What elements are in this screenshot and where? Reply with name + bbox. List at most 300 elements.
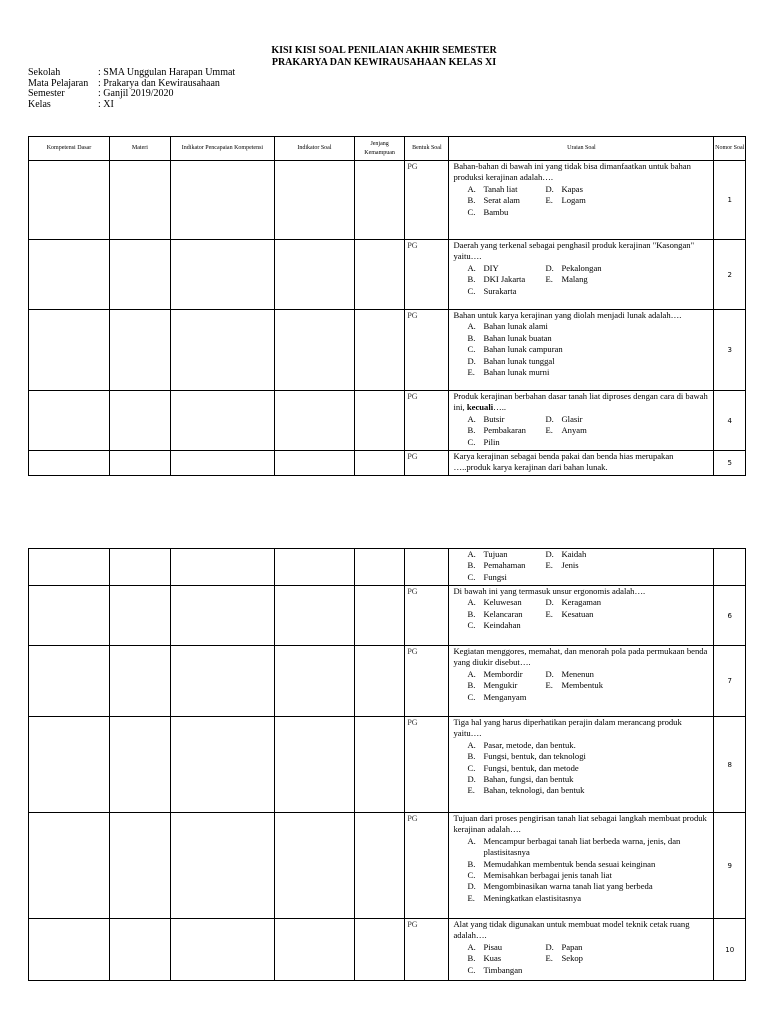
header-kompetensi-dasar: Kompetensi Dasar [29,137,110,161]
header-bentuk-soal: Bentuk Soal [405,137,449,161]
indikator-pencapaian-cell [170,451,274,476]
option-text: Surakarta [483,285,517,296]
kompetensi-dasar-cell [29,451,110,476]
option-letter: C. [467,870,476,881]
answer-option [467,774,710,785]
option-letter: B. [467,680,476,691]
nomor-soal-cell: 9 [714,813,746,919]
kompetensi-dasar-cell [29,646,110,717]
answer-option [467,274,545,285]
question-stem [453,919,710,942]
answer-option [467,286,545,297]
table-row [29,717,746,813]
option-text: Logam [561,195,586,206]
materi-cell [109,240,170,310]
kompetensi-dasar-cell [29,813,110,919]
answer-option [545,549,710,560]
kompetensi-dasar-cell [29,586,110,646]
question-stem-text: Bahan-bahan di bawah ini yang tidak bisa dimanfaatkan untuk bahan produksi kerajinan adalah…. [453,161,691,183]
header-uraian-soal: Uraian Soal [449,137,714,161]
option-text: Kapas [561,183,583,194]
option-text: Menganyam [483,691,527,702]
answer-options [453,263,710,297]
indikator-pencapaian-cell [170,919,274,981]
option-text: Tujuan [483,549,508,559]
materi-cell [109,717,170,813]
table-row [29,813,746,919]
option-text: Mencampur berbagai tanah liat berbeda warna, jenis, dan plastisitasnya [483,835,681,858]
indikator-soal-cell [274,919,354,981]
question-stem [453,391,710,414]
option-text: Pasar, metode, dan bentuk. [483,739,576,750]
indikator-pencapaian-cell [170,813,274,919]
table-row [29,451,746,476]
option-letter: D. [545,549,554,559]
uraian-soal-cell [449,813,714,919]
question-stem-text: Di bawah ini yang termasuk unsur ergonomis adalah…. [453,586,646,596]
kompetensi-dasar-cell [29,549,110,586]
option-letter: B. [467,953,476,964]
option-text: Pisau [483,941,503,952]
kompetensi-dasar-cell [29,717,110,813]
answer-option [467,740,710,751]
bentuk-soal-cell [405,549,449,586]
answer-option [467,184,545,195]
option-letter: E. [545,195,553,206]
option-letter: E. [545,274,553,285]
nomor-soal-cell: 2 [714,240,746,310]
answer-options [453,184,710,218]
option-letter: A. [467,668,476,679]
option-text: Fungsi [483,571,507,582]
option-letter: B. [467,274,476,285]
option-text: Membordir [483,668,523,679]
question-stem-text: Tiga hal yang harus diperhatikan perajin dalam merancang produk yaitu…. [453,717,682,739]
option-text: Bahan lunak tunggal [483,355,555,366]
meta-kelas: Kelas : XI [28,98,114,110]
answer-option [545,942,710,953]
answer-option [467,859,710,870]
option-letter: E. [545,608,553,619]
option-letter: B. [467,751,476,762]
answer-option [545,263,710,274]
option-letter: A. [467,183,476,194]
option-letter: B. [467,425,476,436]
bentuk-soal-cell: PG [405,586,449,646]
option-letter: C. [467,620,476,631]
option-text: DIY [483,262,499,273]
answer-option [467,620,545,631]
answer-option [467,356,710,367]
answer-options [453,836,710,904]
jenjang-cell [354,161,404,240]
uraian-soal-cell [449,451,714,476]
question-stem [453,717,710,740]
option-text: Bahan, teknologi, dan bentuk [483,785,585,796]
option-text: Kuas [483,953,502,964]
indikator-soal-cell [274,646,354,717]
answer-option [467,437,545,448]
bentuk-soal-cell: PG [405,717,449,813]
answer-option [467,609,545,620]
option-letter: E. [545,425,553,436]
answer-option [467,836,710,859]
option-text: Bahan, fungsi, dan bentuk [483,774,574,785]
option-letter: E. [545,560,553,571]
jenjang-cell [354,919,404,981]
materi-cell [109,451,170,476]
option-text: Jenis [561,560,579,571]
answer-option [545,669,710,680]
header-indikator-pencapaian: Indikator Pencapaian Kompetensi [170,137,274,161]
answer-option [467,333,710,344]
option-letter: B. [467,560,476,571]
uraian-soal-cell [449,919,714,981]
answer-option [545,680,710,691]
option-letter: B. [467,332,476,343]
question-stem-text: Produk kerajinan berbahan dasar tanah liat diproses dengan cara di bawah ini, [453,391,708,413]
answer-option [467,195,545,206]
bentuk-soal-cell: PG [405,240,449,310]
materi-cell [109,646,170,717]
bentuk-soal-cell: PG [405,451,449,476]
nomor-soal-cell: 5 [714,451,746,476]
option-text: Bambu [483,206,509,217]
kompetensi-dasar-cell [29,391,110,451]
table-row [29,310,746,391]
option-letter: B. [467,195,476,206]
option-text: Keluwesan [483,597,522,608]
answer-options [453,321,710,378]
option-letter: C. [467,964,476,975]
option-letter: A. [467,597,476,608]
answer-option [545,609,710,620]
option-text: Pekalongan [561,262,602,273]
jenjang-cell [354,391,404,451]
kompetensi-dasar-cell [29,310,110,391]
jenjang-cell [354,646,404,717]
jenjang-cell [354,586,404,646]
indikator-pencapaian-cell [170,161,274,240]
bentuk-soal-cell: PG [405,310,449,391]
materi-cell [109,391,170,451]
option-text: Mengukir [483,680,518,691]
uraian-soal-cell [449,586,714,646]
option-letter: C. [467,285,476,296]
uraian-soal-cell [449,646,714,717]
indikator-pencapaian-cell [170,549,274,586]
question-stem [453,161,710,184]
header-nomor-soal: Nomor Soal [714,137,746,161]
header-indikator-soal: Indikator Soal [274,137,354,161]
option-letter: E. [467,892,475,903]
materi-cell [109,813,170,919]
nomor-soal-cell: 4 [714,391,746,451]
answer-option [467,763,710,774]
meta-semester: Semester : Ganjil 2019/2020 [28,88,174,99]
jenjang-cell [354,717,404,813]
nomor-soal-cell: 7 [714,646,746,717]
option-letter: D. [545,183,554,194]
option-letter: B. [467,858,476,869]
bentuk-soal-cell: PG [405,646,449,717]
option-letter: A. [467,941,476,952]
indikator-soal-cell [274,451,354,476]
table-row [29,919,746,981]
answer-option [467,321,710,332]
indikator-soal-cell [274,161,354,240]
materi-cell [109,586,170,646]
option-text: Kelancaran [483,608,523,619]
option-letter: C. [467,571,476,582]
option-letter: E. [467,367,475,378]
option-text: Serat alam [483,195,520,206]
kisi-table-page-2 [28,548,746,981]
materi-cell [109,310,170,391]
option-text: Bahan lunak buatan [483,332,552,343]
option-text: Anyam [561,425,587,436]
indikator-soal-cell [274,717,354,813]
answer-options [453,597,710,631]
option-text: Memudahkan membentuk benda sesuai keinginan [483,858,656,869]
option-text: Keragaman [561,597,602,608]
option-text: Pilin [483,436,500,447]
uraian-soal-cell [449,161,714,240]
answer-option [545,414,710,425]
question-stem [453,310,710,321]
answer-option [467,597,545,608]
materi-cell [109,919,170,981]
uraian-soal-cell [449,717,714,813]
indikator-pencapaian-cell [170,391,274,451]
answer-option [467,414,545,425]
nomor-soal-cell: 10 [714,919,746,981]
option-text: Butsir [483,413,505,424]
bentuk-soal-cell: PG [405,813,449,919]
title-line-1: KISI KISI SOAL PENILAIAN AKHIR SEMESTER [271,45,497,56]
answer-options [453,549,710,583]
answer-option [467,953,545,964]
indikator-pencapaian-cell [170,646,274,717]
nomor-soal-cell: 3 [714,310,746,391]
bentuk-soal-cell: PG [405,161,449,240]
option-letter: D. [545,262,554,273]
option-letter: D. [545,668,554,679]
question-stem-text: Alat yang tidak digunakan untuk membuat model teknik cetak ruang adalah…. [453,919,690,941]
option-text: Papan [561,941,583,952]
option-letter: E. [545,680,553,691]
table-row [29,549,746,586]
answer-option [545,195,710,206]
answer-option [467,785,710,796]
option-letter: C. [467,436,476,447]
answer-option [467,669,545,680]
indikator-soal-cell [274,310,354,391]
question-stem [453,813,710,836]
title-line-2: PRAKARYA DAN KEWIRAUSAHAAN KELAS XI [271,57,497,68]
option-letter: E. [545,953,553,964]
table-row [29,240,746,310]
kompetensi-dasar-cell [29,240,110,310]
answer-option [467,572,545,583]
option-letter: C. [467,206,476,217]
option-letter: D. [545,597,554,608]
answer-option [467,881,710,892]
option-text: Bahan lunak murni [483,367,550,378]
option-letter: A. [467,262,476,273]
answer-options [453,942,710,976]
nomor-soal-cell: 1 [714,161,746,240]
meta-mapel: Mata Pelajaran : Prakarya dan Kewirausahaan [28,77,220,89]
option-text: Fungsi, bentuk, dan teknologi [483,751,586,762]
question-stem [453,646,710,669]
answer-options [453,414,710,448]
jenjang-cell [354,451,404,476]
option-text: Bahan lunak alami [483,321,548,332]
jenjang-cell [354,240,404,310]
option-text: Kesatuan [561,608,594,619]
option-text: Kaidah [561,549,587,559]
answer-option [467,367,710,378]
option-letter: A. [467,739,476,750]
uraian-soal-cell [449,240,714,310]
answer-option [545,425,710,436]
answer-option [467,893,710,904]
kompetensi-dasar-cell [29,161,110,240]
option-letter: E. [467,785,475,796]
nomor-soal-cell [714,549,746,586]
option-text: Membentuk [561,680,603,691]
bentuk-soal-cell: PG [405,919,449,981]
jenjang-cell [354,310,404,391]
answer-option [467,549,545,560]
option-letter: D. [467,881,476,892]
option-letter: C. [467,762,476,773]
bentuk-soal-cell: PG [405,391,449,451]
option-text: Malang [561,274,588,285]
question-stem-text: Daerah yang terkenal sebagai penghasil produk kerajinan "Kasongan" yaitu…. [453,240,695,262]
question-stem-text: Tujuan dari proses pengirisan tanah liat sebagai langkah membuat produk kerajinan adalah…. [453,813,707,835]
answer-option [545,953,710,964]
question-stem-emphasis: kecuali [466,402,494,413]
answer-option [545,274,710,285]
answer-options [453,740,710,797]
answer-option [467,560,545,571]
option-text: Pembakaran [483,425,526,436]
option-letter: A. [467,835,476,846]
jenjang-cell [354,813,404,919]
option-text: Pemahaman [483,560,526,571]
uraian-soal-cell [449,310,714,391]
question-stem-text: Karya kerajinan sebagai benda pakai dan benda hias merupakan …..produk karya kerajinan dari bahan lunak. [453,451,674,473]
question-stem-text: Bahan untuk karya kerajinan yang diolah menjadi lunak adalah…. [453,310,682,320]
document-meta [28,68,235,110]
header-materi: Materi [109,137,170,161]
answer-option [467,870,710,881]
option-text: Tanah liat [483,183,518,194]
question-stem-text: Kegiatan menggores, memahat, dan menorah pola pada permukaan benda yang diukir disebut…. [453,646,708,668]
table-header-row [29,137,746,161]
uraian-soal-cell [449,549,714,586]
uraian-soal-cell [449,391,714,451]
option-text: DKI Jakarta [483,274,526,285]
option-letter: D. [545,941,554,952]
answer-option [467,692,545,703]
table-row [29,646,746,717]
option-letter: A. [467,321,476,332]
document-title [0,45,768,69]
indikator-pencapaian-cell [170,310,274,391]
answer-option [545,184,710,195]
table-row [29,391,746,451]
answer-option [545,560,710,571]
materi-cell [109,161,170,240]
answer-option [467,207,545,218]
nomor-soal-cell: 8 [714,717,746,813]
header-jenjang: Jenjang Kemampuan [354,137,404,161]
indikator-soal-cell [274,586,354,646]
option-letter: D. [467,355,476,366]
indikator-soal-cell [274,813,354,919]
option-letter: C. [467,344,476,355]
indikator-soal-cell [274,391,354,451]
option-text: Glasir [561,413,583,424]
option-text: Mengombinasikan warna tanah liat yang berbeda [483,881,653,892]
answer-options [453,669,710,703]
answer-option [467,263,545,274]
indikator-pencapaian-cell [170,240,274,310]
answer-option [467,680,545,691]
option-letter: A. [467,549,476,559]
option-letter: A. [467,413,476,424]
answer-option [467,965,545,976]
meta-sekolah: Sekolah : SMA Unggulan Harapan Ummat [28,67,236,78]
option-letter: D. [467,774,476,785]
answer-option [467,425,545,436]
question-stem [453,586,710,597]
indikator-pencapaian-cell [170,717,274,813]
question-stem-end: ….. [493,402,507,413]
nomor-soal-cell: 6 [714,586,746,646]
indikator-soal-cell [274,240,354,310]
option-text: Sekop [561,953,583,964]
option-text: Meningkatkan elastisitasnya [483,892,582,903]
table-row [29,586,746,646]
question-stem [453,451,710,474]
answer-option [467,751,710,762]
indikator-pencapaian-cell [170,586,274,646]
table-row [29,161,746,240]
question-stem [453,240,710,263]
option-text: Menenun [561,668,594,679]
option-letter: B. [467,608,476,619]
answer-option [545,597,710,608]
option-text: Timbangan [483,964,523,975]
option-text: Bahan lunak campuran [483,344,563,355]
option-text: Fungsi, bentuk, dan metode [483,762,579,773]
indikator-soal-cell [274,549,354,586]
answer-option [467,942,545,953]
answer-option [467,344,710,355]
option-text: Keindahan [483,620,521,631]
materi-cell [109,549,170,586]
jenjang-cell [354,549,404,586]
option-text: Memisahkan berbagai jenis tanah liat [483,870,612,881]
kisi-table-page-1 [28,136,746,476]
option-letter: D. [545,413,554,424]
option-letter: C. [467,691,476,702]
kompetensi-dasar-cell [29,919,110,981]
